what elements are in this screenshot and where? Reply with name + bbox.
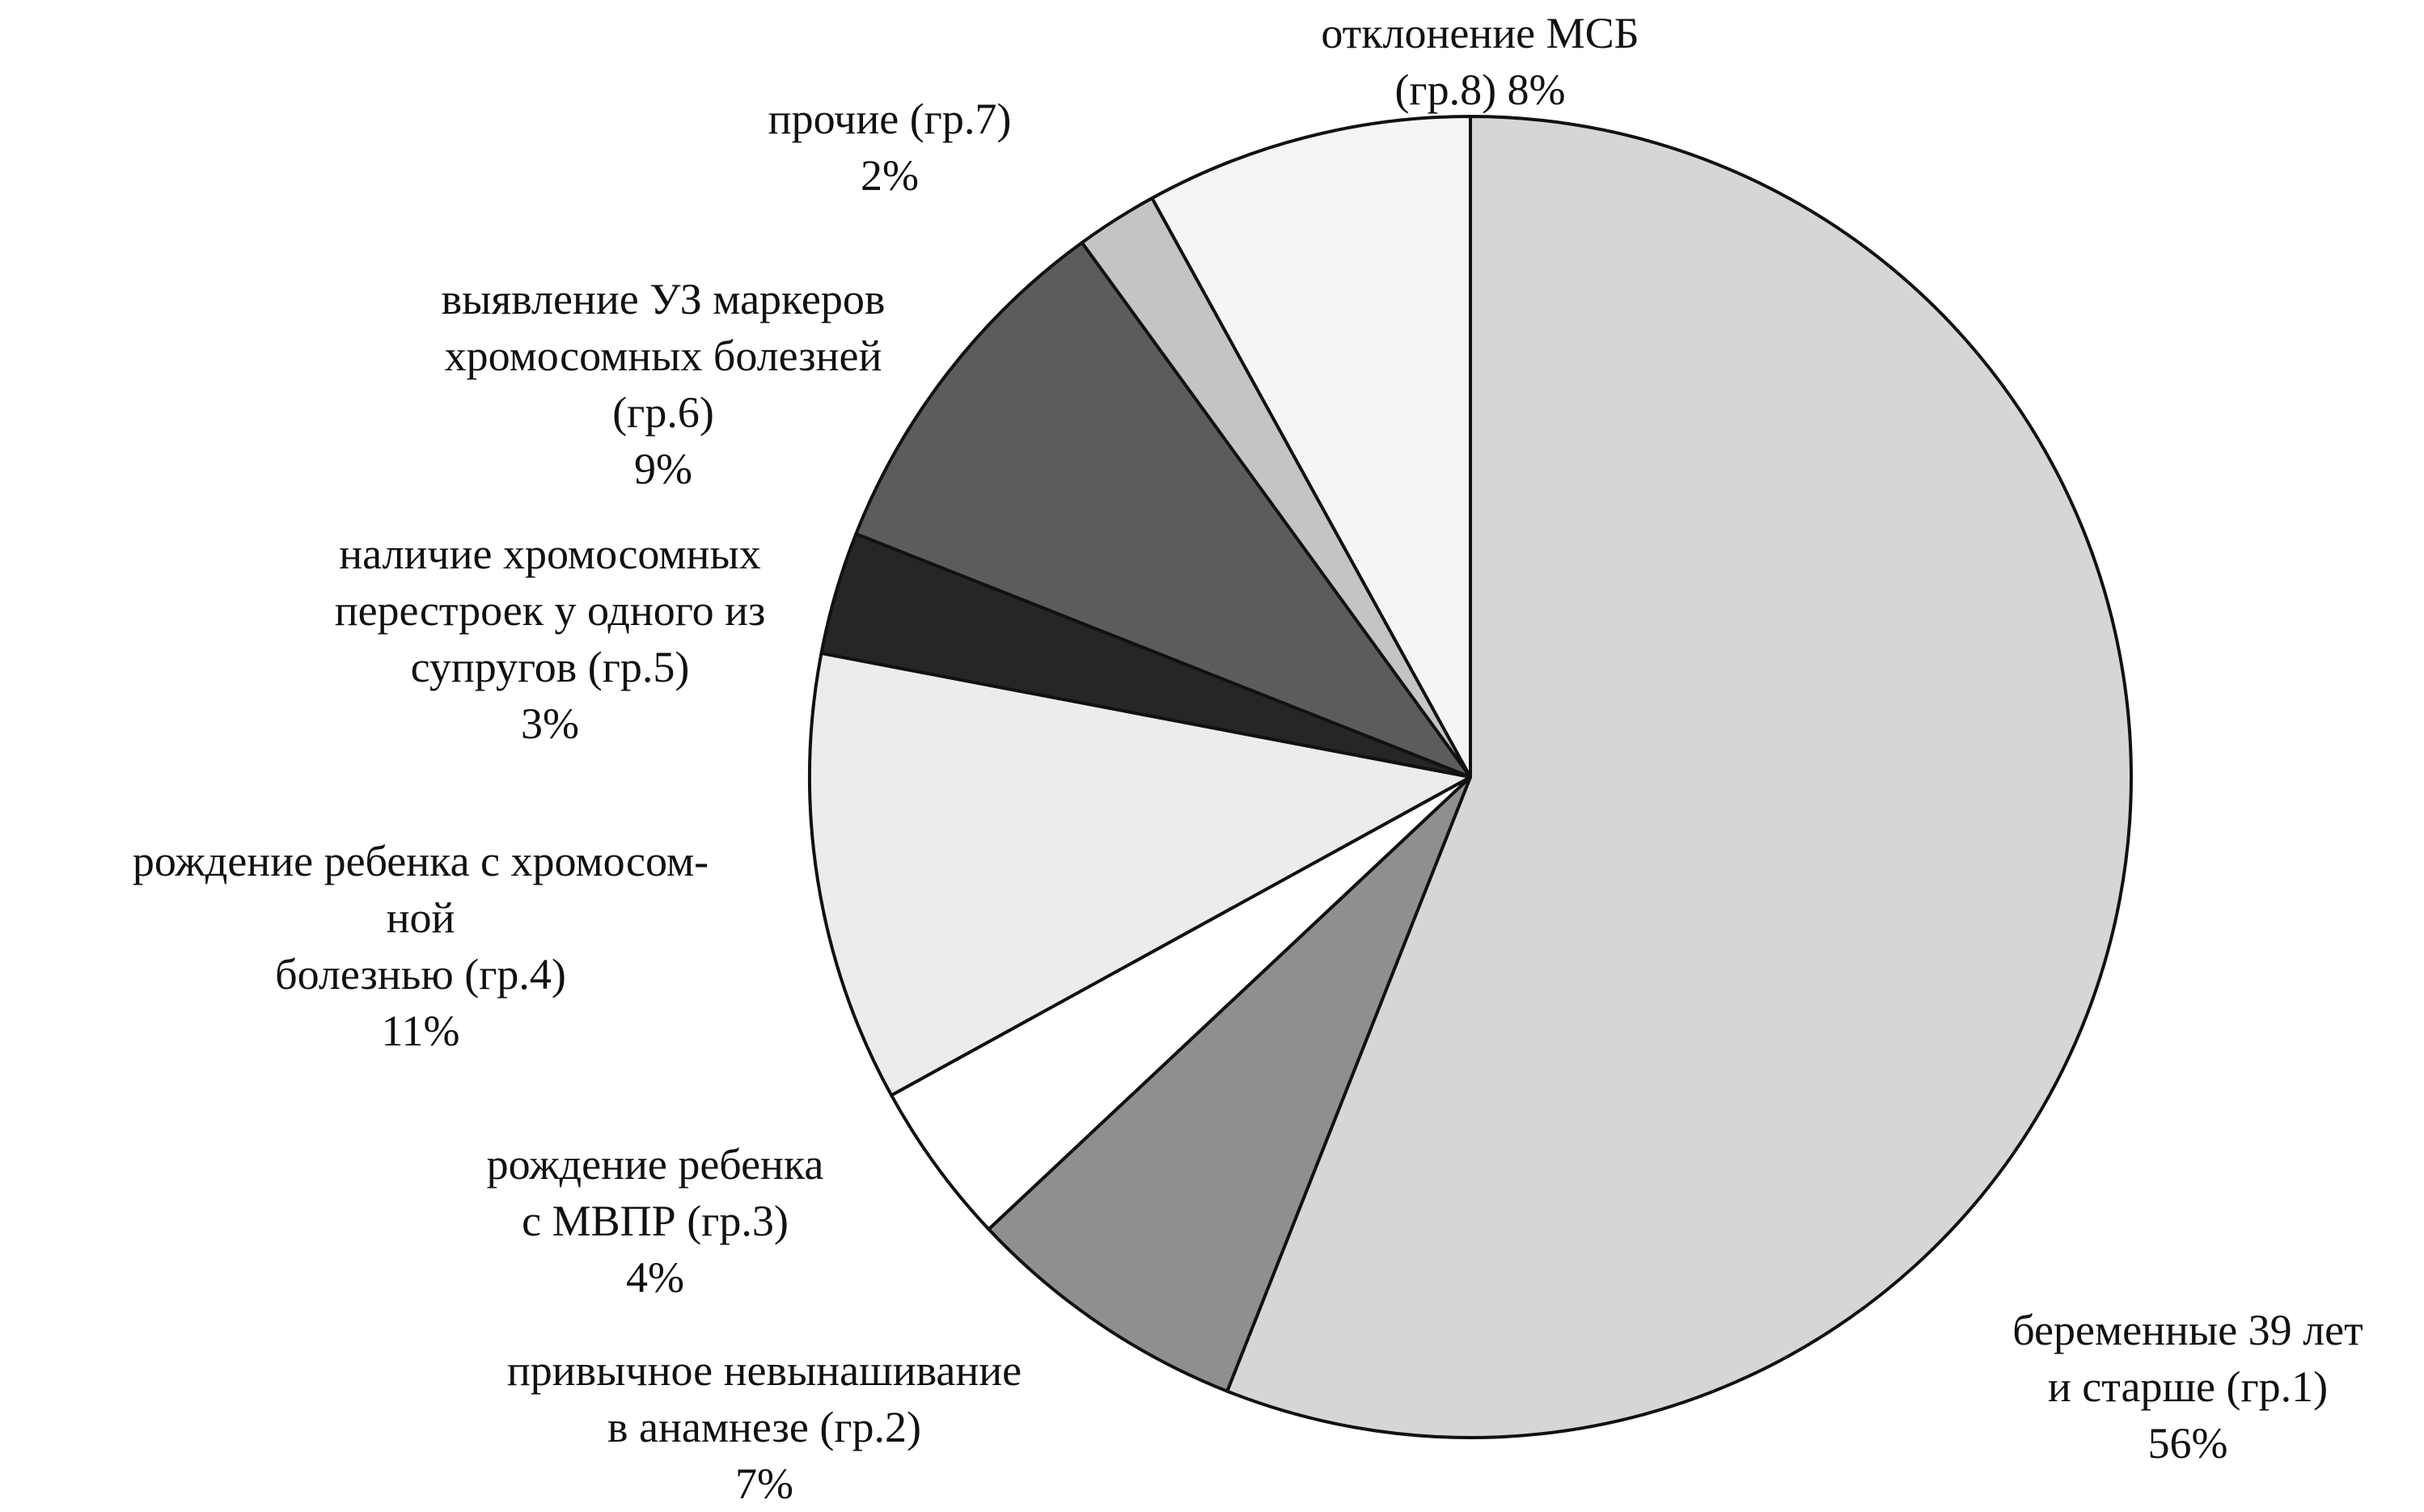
slice-value-gr4: 11% — [381, 1007, 460, 1055]
slice-label-gr5 — [267, 526, 833, 752]
slice-label-gr3-line1: рождение ребенка — [486, 1140, 824, 1189]
slice-label-gr8-line1: отклонение МСБ — [1321, 9, 1639, 57]
slice-label-gr1-line2: и старше (гр.1) — [2047, 1362, 2329, 1411]
slice-label-gr6-line1: выявление УЗ маркеров — [441, 275, 886, 323]
slice-label-gr2 — [441, 1342, 1088, 1512]
slice-label-gr1-line1: беременные 39 лет — [2012, 1306, 2363, 1354]
slice-label-gr5-line2: перестроек у одного из — [334, 586, 766, 635]
slice-label-gr5-line3: супругов (гр.5) — [410, 643, 690, 691]
slice-label-gr4-line2: ной — [386, 893, 455, 942]
slice-label-gr8 — [1221, 5, 1739, 118]
slice-label-gr3 — [412, 1136, 898, 1306]
slice-value-gr7: 2% — [861, 151, 919, 200]
slice-value-gr3: 4% — [626, 1253, 684, 1302]
slice-label-gr8-line2: (гр.8) 8% — [1394, 65, 1566, 114]
slice-label-gr4-line3: болезнью (гр.4) — [275, 950, 566, 999]
slice-label-gr2-line1: привычное невынашивание — [506, 1346, 1022, 1395]
slice-label-gr4-line1: рождение ребенка с хромосом- — [132, 837, 709, 885]
slice-label-gr5-line1: наличие хромосомных — [339, 530, 761, 578]
slice-label-gr3-line2: с МВПР (гр.3) — [522, 1197, 789, 1245]
slice-label-gr2-line2: в анамнезе (гр.2) — [607, 1403, 921, 1451]
slice-label-gr1 — [1961, 1302, 2414, 1472]
slice-value-gr1: 56% — [2147, 1419, 2228, 1468]
slice-label-gr4 — [57, 833, 785, 1059]
slice-value-gr5: 3% — [521, 699, 579, 748]
slice-label-gr7 — [687, 91, 1092, 204]
slice-label-gr7-line1: прочие (гр.7) — [768, 95, 1012, 143]
slice-label-gr6-line2: хромосомных болезней — [444, 332, 882, 380]
slice-value-gr2: 7% — [735, 1459, 793, 1508]
slice-label-gr6-line3: (гр.6) — [612, 388, 714, 437]
slice-label-gr6 — [380, 271, 946, 497]
slice-value-gr6: 9% — [634, 445, 692, 493]
